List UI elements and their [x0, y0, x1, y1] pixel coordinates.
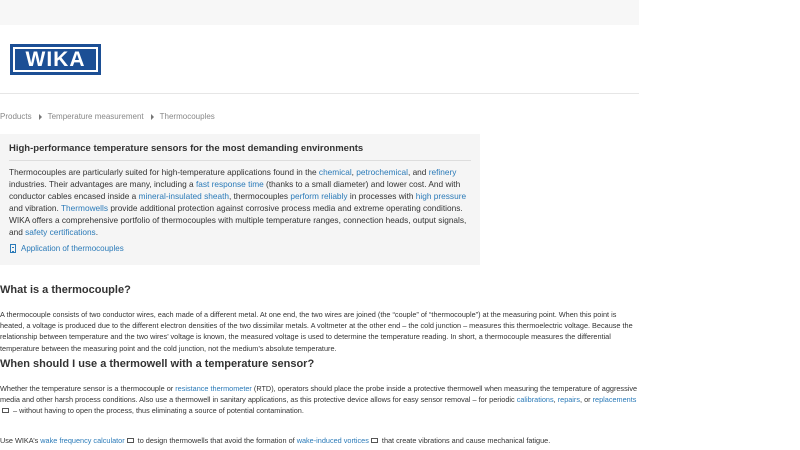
section-title-thermowell: When should I use a thermowell with a temperature sensor?	[0, 358, 315, 370]
document-icon	[10, 244, 16, 253]
top-utility-bar	[0, 0, 639, 25]
link-petrochemical[interactable]: petrochemical	[356, 167, 408, 177]
section-title-what-is: What is a thermocouple?	[0, 284, 131, 296]
section-text-what-is: A thermocouple consists of two conductor wires, each made of a different metal. At one end, the two wires are joined (the “couple” of “thermocouple”) at the measuring point. When this point is heated, a voltage is produced due to the different electron densities of the two dissimilar metals. A voltmeter at the other end – the cold junction – measures this thermoelectric voltage. Because the relationship between temperature and the two wires’ voltage is known, the measured voltage is used to determine the temperature reading. In short, a thermocouple measures the differential temperature between the measuring point and the cold junction, not the medium’s absolute temperature.	[0, 310, 633, 353]
link-resistance-thermometer[interactable]: resistance thermometer	[175, 384, 252, 393]
application-doc-link[interactable]	[9, 244, 471, 253]
link-wake-frequency-calculator[interactable]: wake frequency calculator	[40, 436, 125, 445]
breadcrumb-temperature-measurement[interactable]: Temperature measurement	[47, 112, 144, 121]
external-link-icon	[127, 438, 134, 443]
site-header	[0, 25, 639, 94]
breadcrumb	[0, 112, 215, 121]
thermowell-paragraph-2: Use WIKA’s wake frequency calculator to design thermowells that avoid the formation of wake-induced vortices that create vibrations and cause mechanical fatigue.	[0, 436, 551, 445]
link-refinery[interactable]: refinery	[428, 167, 457, 177]
link-mineral-insulated-sheath[interactable]: mineral-insulated sheath	[138, 191, 230, 201]
link-perform-reliably[interactable]: perform reliably	[290, 191, 348, 201]
breadcrumb-separator-icon	[39, 114, 42, 120]
logo-text: WIKA	[13, 47, 98, 72]
link-calibrations[interactable]: calibrations	[516, 395, 554, 405]
intro-text: Thermocouples are particularly suited for high-temperature applications found in the chemical, petrochemical, and refinery industries. Their advantages are many, including a fast response time (thanks to a small diameter) and lower cost. And with conductor cables encased inside a mineral-insulated sheath, thermocouples perform reliably in processes with high pressure and vibration. Thermowells provide additional protection against corrosive process media and extreme operating conditions. WIKA offers a comprehensive portfolio of thermocouples with multiple temperature ranges, connection heads, output signals, and safety certifications.	[9, 167, 467, 237]
link-high-pressure[interactable]: high pressure	[415, 191, 467, 201]
breadcrumb-thermocouples: Thermocouples	[159, 112, 215, 121]
breadcrumb-products[interactable]: Products	[0, 112, 32, 121]
intro-title: High-performance temperature sensors for the most demanding environments	[9, 143, 471, 161]
link-fast-response-time[interactable]: fast response time	[195, 179, 264, 189]
application-doc-label[interactable]: Application of thermocouples	[21, 244, 124, 253]
link-safety-certifications[interactable]: safety certifications	[25, 227, 96, 237]
link-thermowells[interactable]: Thermowells	[60, 203, 109, 213]
external-link-icon	[2, 408, 9, 413]
wika-logo[interactable]	[10, 44, 101, 75]
thermowell-paragraph-1: Whether the temperature sensor is a thermocouple or resistance thermometer (RTD), operators should place the probe inside a protective thermowell when measuring the temperature of aggressive media and other harsh process conditions. Also use a thermowell in sanitary applications, as this protective device allows for easy sensor removal – for periodic calibrations, repairs, or replacements – without having to open the process, thus eliminating a source of potential contamination.	[0, 384, 638, 416]
link-replacements[interactable]: replacements	[592, 395, 637, 405]
intro-box	[0, 134, 480, 265]
link-repairs[interactable]: repairs	[557, 395, 581, 405]
external-link-icon	[371, 438, 378, 443]
link-chemical[interactable]: chemical	[318, 167, 352, 177]
link-wake-induced-vortices[interactable]: wake-induced vortices	[296, 436, 369, 445]
breadcrumb-separator-icon	[151, 114, 154, 120]
